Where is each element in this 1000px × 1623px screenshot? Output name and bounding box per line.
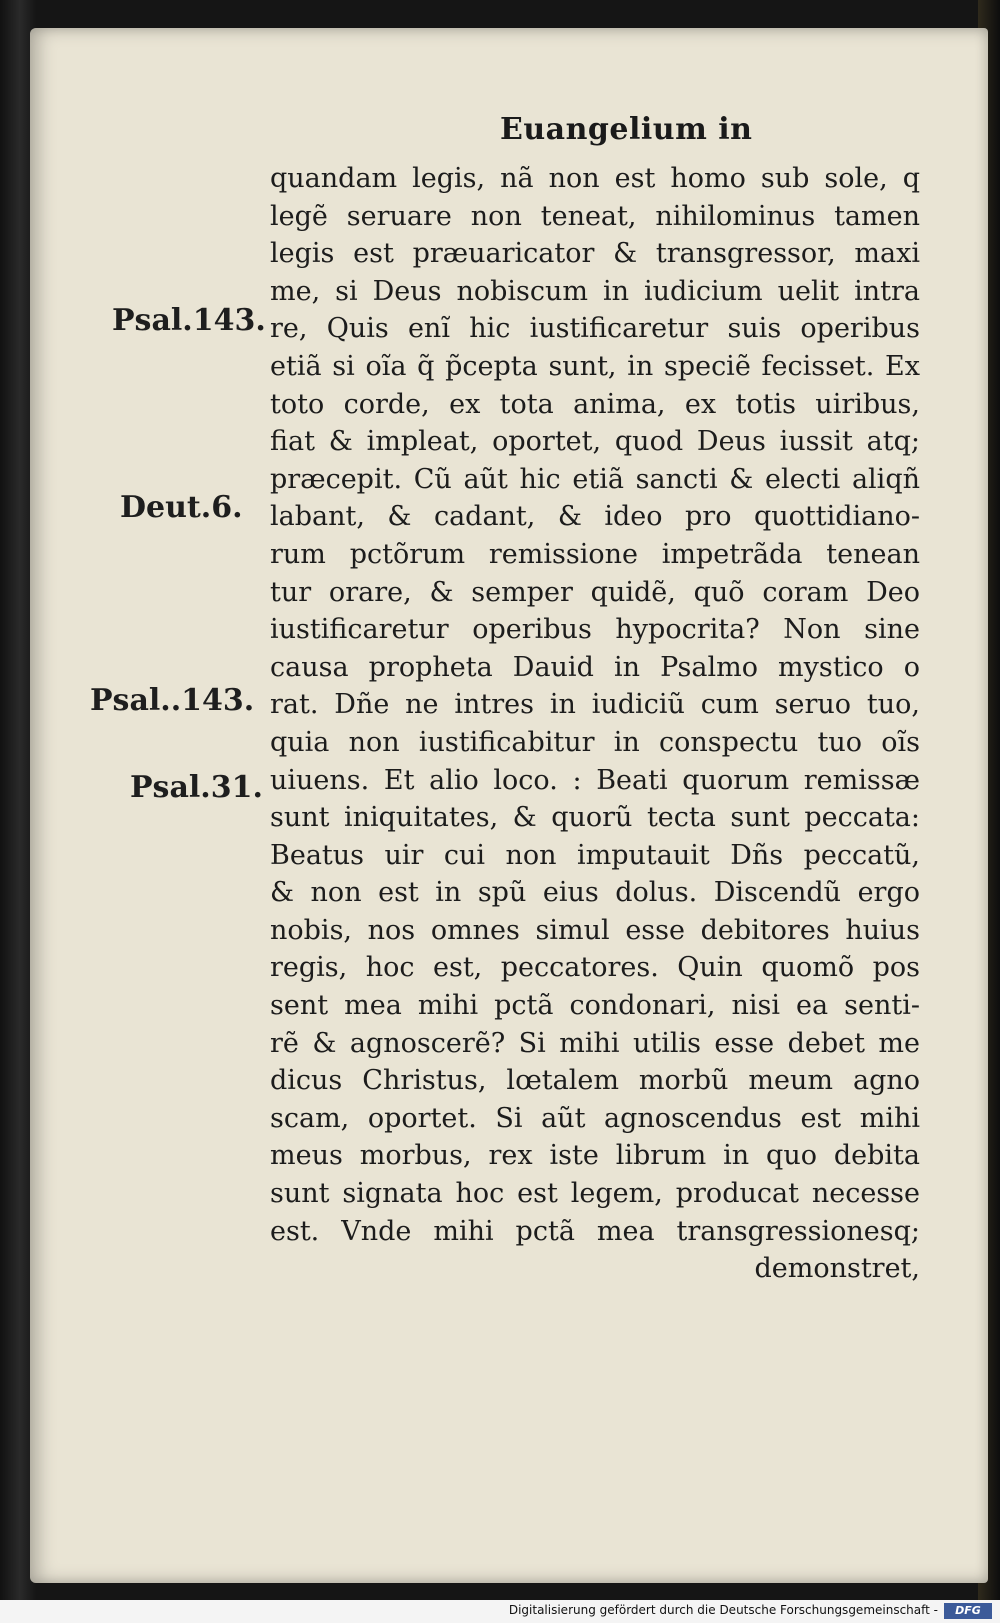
text-line: & non est in spũ eius dolus. Discendũ ergo (270, 877, 920, 909)
text-line: Beatus uir cui non imputauit Dñs peccatũ, (270, 839, 920, 871)
body-text (270, 160, 920, 1288)
text-line: etiã si oĩa q̃ p̃cepta sunt, in speciẽ fecisset. Ex (270, 350, 920, 382)
dfg-logo-icon: DFG (944, 1603, 992, 1619)
catchword-line: demonstret, (754, 1253, 920, 1285)
text-line: labant, & cadant, & ideo pro quottidiano- (270, 501, 920, 533)
text-line: quia non iustificabitur in conspectu tuo oĩs (270, 726, 920, 758)
text-line: causa propheta Dauid in Psalmo mystico o (270, 651, 920, 683)
text-line: me, si Deus nobiscum in iudicium uelit intra (270, 275, 920, 307)
text-line: rat. Dñe ne intres in iudiciũ cum seruo tuo, (270, 689, 920, 721)
text-line: sunt iniquitates, & quorũ tecta sunt peccata: (270, 802, 920, 834)
marginal-note-psal-143: Psal.143. (112, 303, 266, 338)
text-line: legis est præuaricator & transgressor, maxi (270, 238, 920, 270)
running-head: Euangelium in (500, 112, 753, 147)
footer-bar (0, 1600, 1000, 1623)
text-line: uiuens. Et alio loco. : Beati quorum remissæ (270, 764, 920, 796)
text-line: rẽ & agnoscerẽ? Si mihi utilis esse debet me (270, 1027, 920, 1059)
text-line: nobis, nos omnes simul esse debitores huius (270, 914, 920, 946)
text-line: dicus Christus, lœtalem morbũ meum agno (270, 1065, 920, 1097)
text-line: re, Quis enĩ hic iustificaretur suis operibus (270, 313, 920, 345)
text-line: sunt signata hoc est legem, producat necesse (270, 1178, 920, 1210)
text-line: quandam legis, nã non est homo sub sole, q (270, 163, 920, 194)
text-line: toto corde, ex tota anima, ex totis uiribus, (270, 388, 920, 420)
text-line: sent mea mihi pctã condonari, nisi ea senti- (270, 990, 920, 1022)
text-line: tur orare, & semper quidẽ, quõ coram Deo (270, 576, 920, 608)
text-line: regis, hoc est, peccatores. Quin quomõ pos (270, 952, 920, 984)
marginal-note-psal-143-second: Psal..143. (90, 683, 255, 718)
marginal-note-deut-6: Deut.6. (120, 490, 243, 525)
marginal-note-psal-31: Psal.31. (130, 770, 263, 805)
footer-credit: Digitalisierung gefördert durch die Deutsche Forschungsgemeinschaft - (508, 1603, 938, 1617)
text-line: rum pctõrum remissione impetrãda tenean (270, 538, 920, 570)
text-line: præcepit. Cũ aũt hic etiã sancti & electi aliqñ (270, 463, 920, 495)
text-line: fiat & impleat, oportet, quod Deus iussit atq; (270, 426, 920, 458)
text-line: scam, oportet. Si aũt agnoscendus est mihi (270, 1102, 920, 1134)
text-line: meus morbus, rex iste librum in quo debita (270, 1140, 920, 1172)
text-line: iustificaretur operibus hypocrita? Non sine (270, 614, 920, 646)
text-line: est. Vnde mihi pctã mea transgressionesq; (270, 1215, 920, 1247)
text-line: legẽ seruare non teneat, nihilominus tamen (270, 200, 920, 232)
